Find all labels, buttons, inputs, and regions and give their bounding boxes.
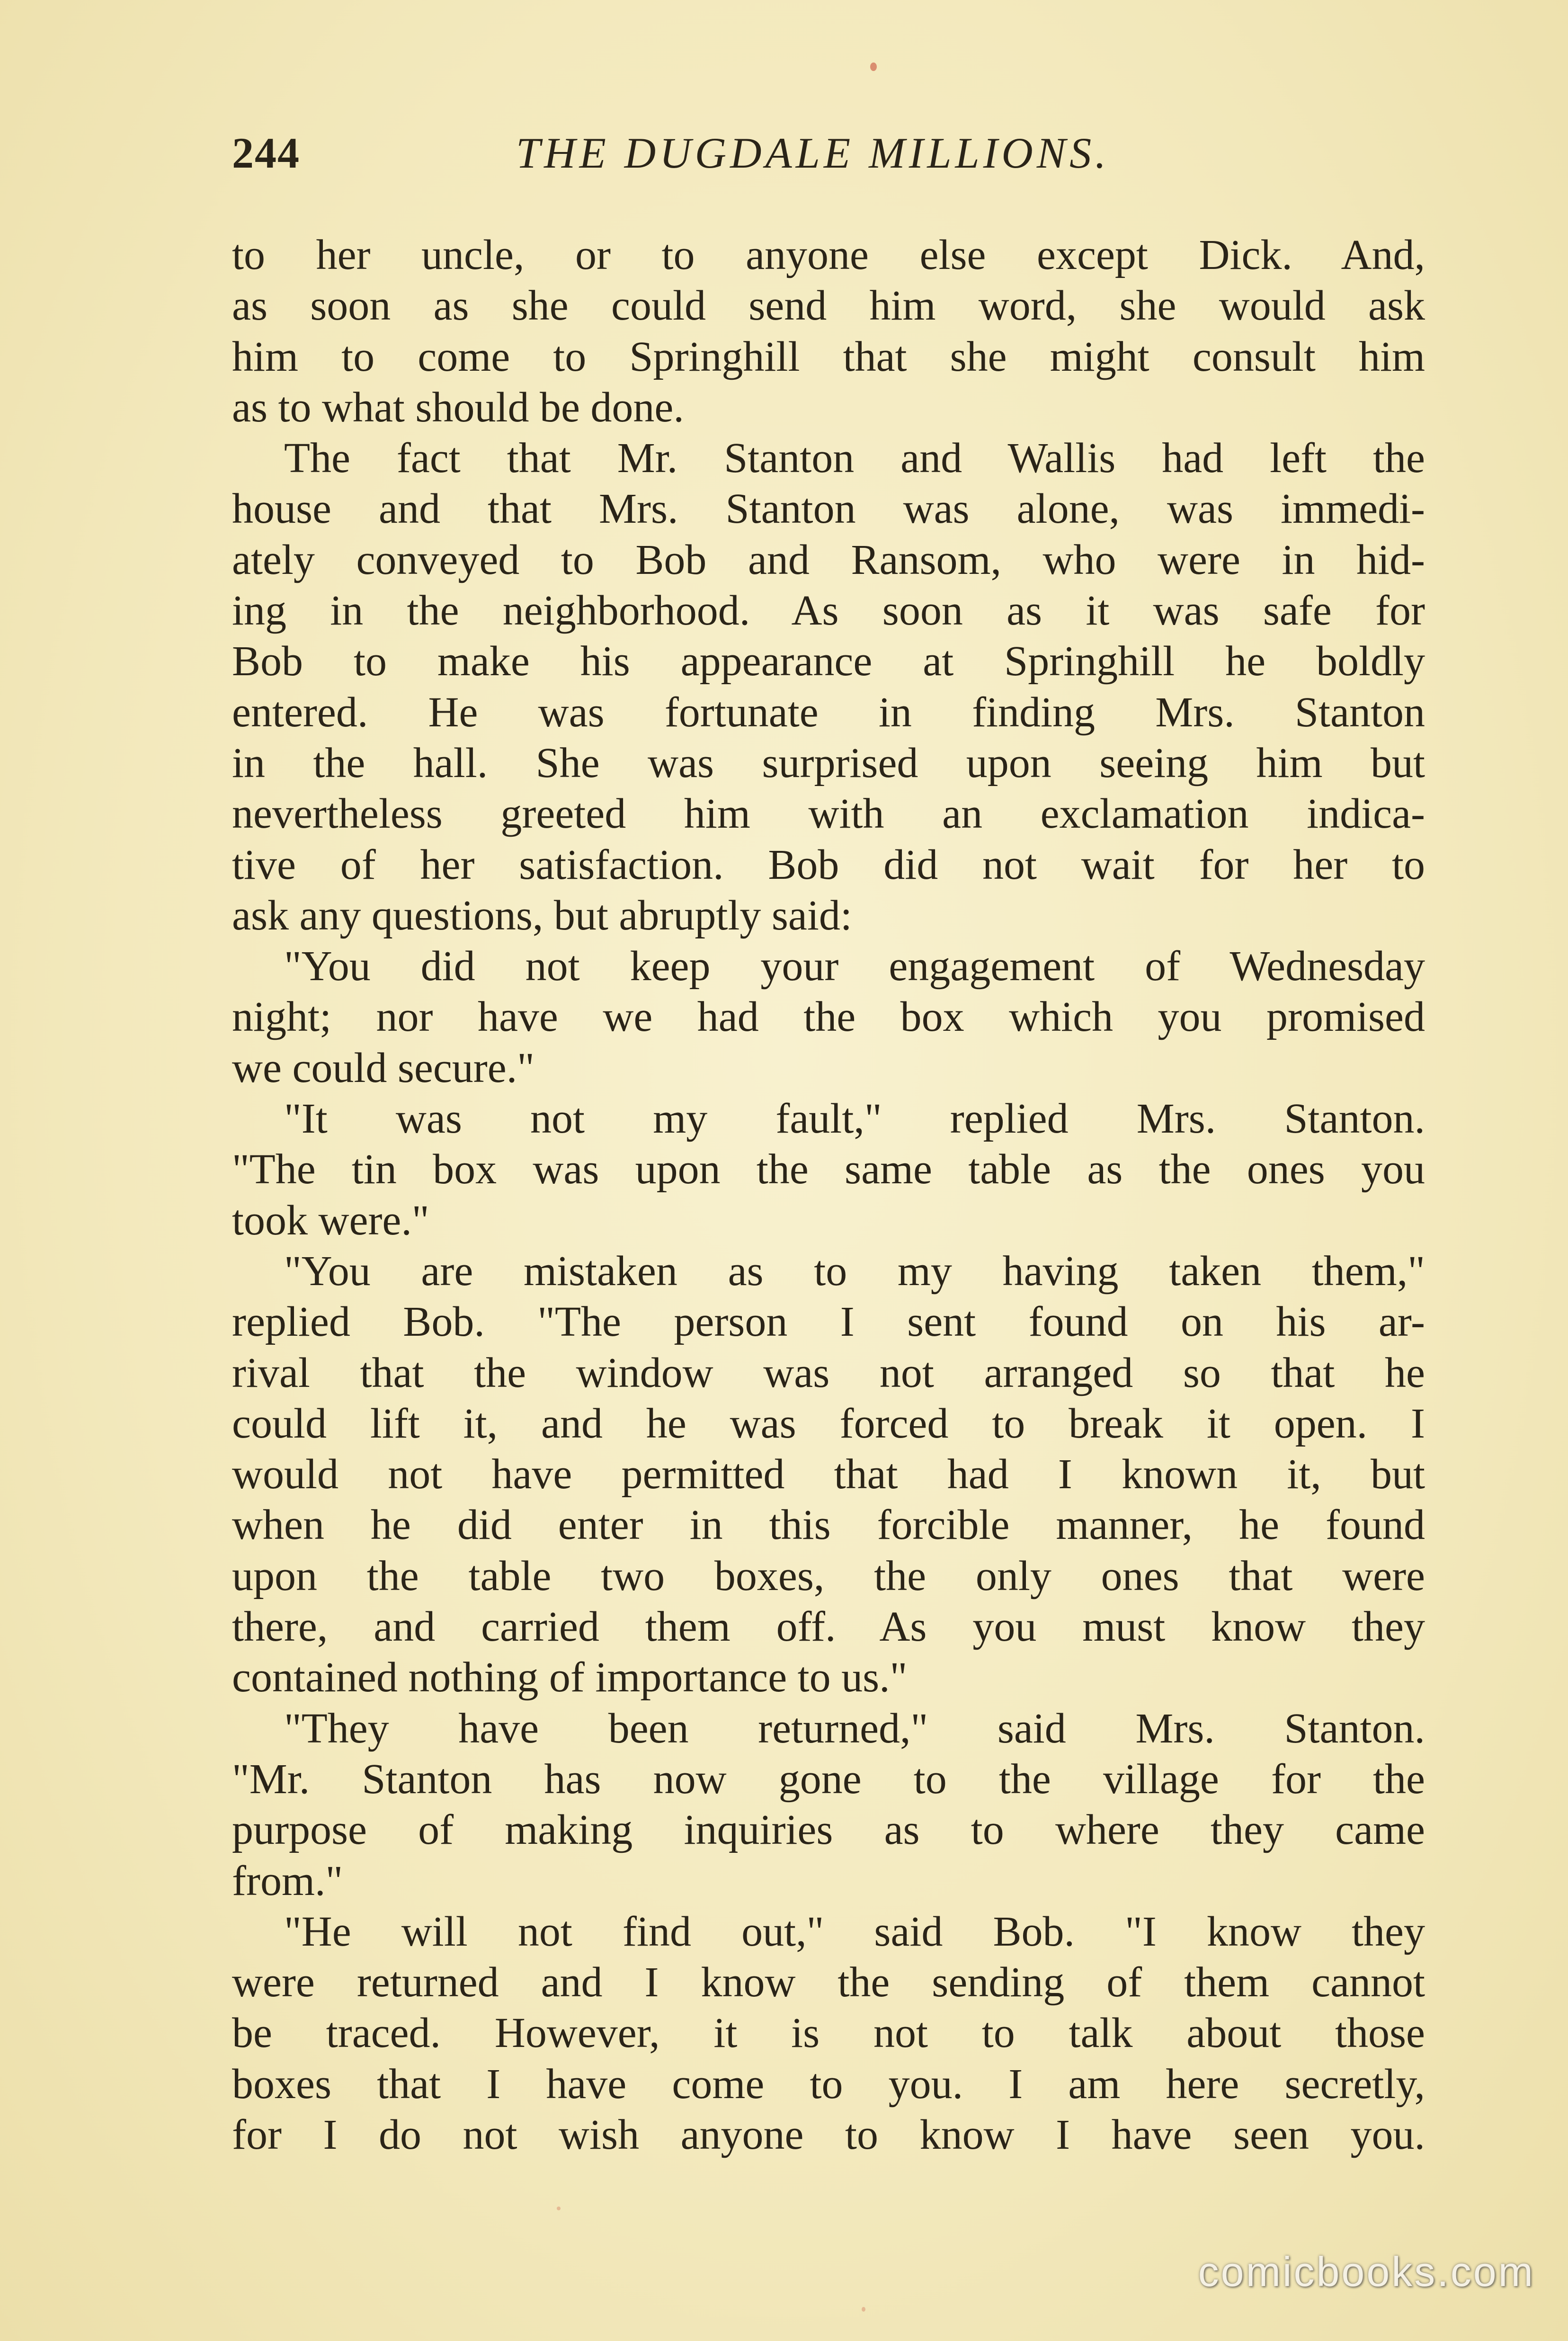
text-line: "You did not keep your engagement of Wednesday <box>284 943 1425 990</box>
text-line: tive of her satisfaction. Bob did not wait for her to <box>232 841 1425 888</box>
text-line: upon the table two boxes, the only ones that were <box>232 1552 1425 1599</box>
text-line: as to what should be done. <box>232 384 684 431</box>
ink-speck <box>557 2207 561 2210</box>
text-line: The fact that Mr. Stanton and Wallis had left the <box>284 435 1425 482</box>
text-line: "The tin box was upon the same table as the ones you <box>232 1146 1425 1193</box>
text-line: him to come to Springhill that she might consult him <box>232 333 1425 380</box>
text-line: we could secure." <box>232 1044 535 1091</box>
text-line: in the hall. She was surprised upon seeing him but <box>232 739 1425 786</box>
watermark-text: comicbooks.com <box>1198 2248 1535 2295</box>
text-line: could lift it, and he was forced to break it open. I <box>232 1400 1425 1447</box>
text-line: house and that Mrs. Stanton was alone, was immedi- <box>232 485 1425 533</box>
text-line: purpose of making inquiries as to where they came <box>232 1806 1425 1854</box>
page-header <box>232 128 1425 189</box>
text-line: as soon as she could send him word, she would ask <box>232 282 1425 330</box>
text-line: "He will not find out," said Bob. "I know they <box>284 1908 1425 1955</box>
text-line: for I do not wish anyone to know I have seen you. <box>232 2111 1425 2158</box>
text-line: contained nothing of importance to us." <box>232 1654 908 1701</box>
text-line: from." <box>232 1857 343 1904</box>
text-line: "You are mistaken as to my having taken them," <box>284 1247 1425 1295</box>
text-line: rival that the window was not arranged so that he <box>232 1349 1425 1396</box>
text-line: entered. He was fortunate in finding Mrs. Stanton <box>232 688 1425 736</box>
text-line: Bob to make his appearance at Springhill he boldly <box>232 638 1425 685</box>
text-line: night; nor have we had the box which you promised <box>232 993 1425 1041</box>
text-line: "They have been returned," said Mrs. Stanton. <box>284 1705 1425 1752</box>
ink-speck <box>862 2307 865 2312</box>
text-line: nevertheless greeted him with an exclamation indica- <box>232 790 1425 838</box>
ink-speck <box>870 63 877 71</box>
text-line: ing in the neighborhood. As soon as it was safe for <box>232 587 1425 634</box>
text-line: "It was not my fault," replied Mrs. Stanton. <box>284 1095 1425 1143</box>
text-line: when he did enter in this forcible manner, he found <box>232 1501 1425 1549</box>
text-line: would not have permitted that had I known it, but <box>232 1451 1425 1498</box>
text-line: there, and carried them off. As you must know they <box>232 1603 1425 1651</box>
text-line: be traced. However, it is not to talk about those <box>232 2010 1425 2057</box>
text-line: took were." <box>232 1197 429 1244</box>
page-number: 244 <box>232 129 300 177</box>
text-line: "Mr. Stanton has now gone to the village for the <box>232 1755 1425 1803</box>
text-line: were returned and I know the sending of them cannot <box>232 1959 1425 2006</box>
text-line: boxes that I have come to you. I am here secretly, <box>232 2060 1425 2108</box>
body-text <box>232 230 1425 2160</box>
text-line: ask any questions, but abruptly said: <box>232 892 852 939</box>
text-line: to her uncle, or to anyone else except Dick. And, <box>232 232 1425 278</box>
text-line: ately conveyed to Bob and Ransom, who were in hid- <box>232 536 1425 583</box>
running-head: THE DUGDALE MILLIONS. <box>516 129 1110 177</box>
text-line: replied Bob. "The person I sent found on his ar- <box>232 1298 1425 1346</box>
